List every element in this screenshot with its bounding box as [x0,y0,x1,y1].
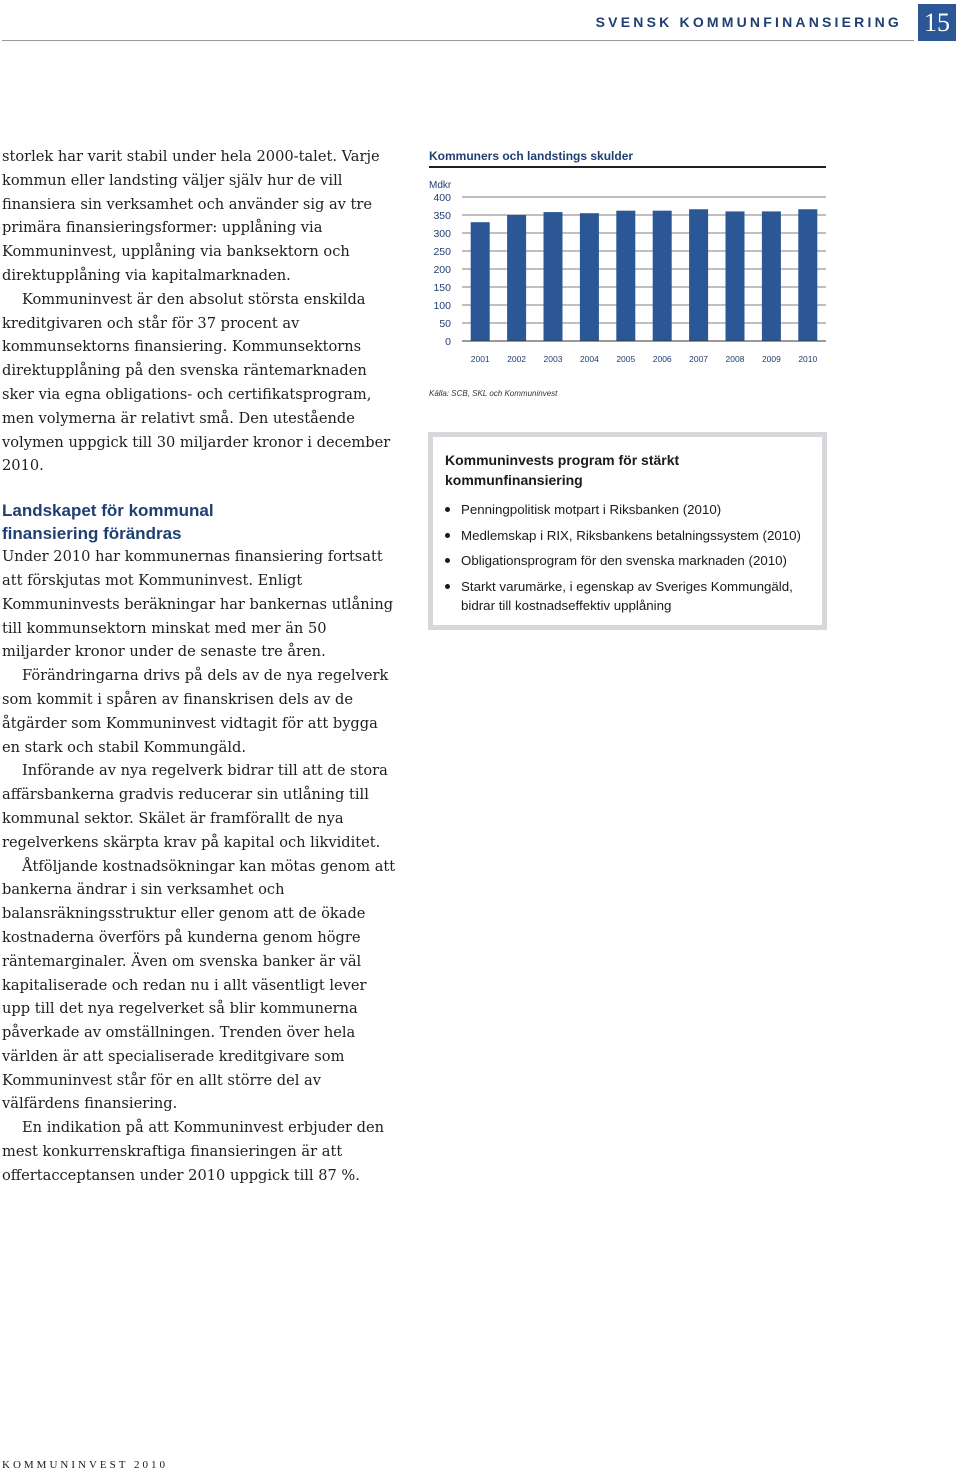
chart-title: Kommuners och landstings skulder [429,149,634,163]
y-tick-label: 50 [439,318,451,330]
y-tick-label: 300 [433,228,451,240]
x-tick-label: 2010 [798,354,818,364]
bullet-icon [445,507,450,512]
y-tick-label: 250 [433,246,451,258]
y-tick-label: 200 [433,264,451,276]
bar-2008 [726,211,745,341]
paragraph-4: Förändringarna drivs på dels av de nya regelverk som kommit i spåren av finanskrisen dels av de åtgärder som Kommuninvest vidtagit för att bygga en stark och stabil Kommungäld. [2,667,389,756]
page-number: 15 [918,4,956,41]
program-list-item-text: Medlemskap i RIX, Riksbankens betalningssystem (2010) [461,527,801,543]
x-tick-label: 2005 [616,354,636,364]
program-box [428,432,827,630]
x-tick-label: 2006 [652,354,672,364]
y-tick-label: 400 [433,192,451,204]
program-list-item [445,551,825,571]
paragraph-3: Under 2010 har kommunernas finansiering fortsatt att förskjutas mot Kommuninvest. Enligt Kommuninvests beräkningar har bankernas utlåning till kommunsektorn minskat med mer än 50 miljarder kronor under de senaste tre åren. [2,548,394,661]
x-tick-label: 2004 [579,354,599,364]
program-box-title: Kommuninvests program för stärkt kommunfinansiering [445,452,680,488]
x-tick-label: 2003 [543,354,563,364]
section-heading: Landskapet för kommunal finansiering förändras [2,501,214,544]
program-list-item [445,577,825,616]
x-tick-label: 2008 [725,354,745,364]
footer-publication: KOMMUNINVEST 2010 [2,1459,168,1471]
paragraph-6: Åtföljande kostnadsökningar kan mötas genom att bankerna ändrar i sin verksamhet och balansräkningsstruktur eller genom att de ökade kostnaderna överförs på kunderna genom högre räntemarginaler. Även om svenska banker är väl kapitaliserade och redan nu i allt väsentligt lever upp till det nya regelverket så blir kommunerna påverkade av omställningen. Trenden över hela världen är att specialiserade kreditgivare som Kommuninvest står för en allt större del av välfärdens finansiering. [2,857,396,1113]
debt-bar-chart [0,0,960,400]
program-list-item [445,500,825,520]
bar-2002 [507,215,526,341]
bar-2001 [471,222,490,341]
x-tick-label: 2002 [507,354,527,364]
y-tick-label: 350 [433,210,451,222]
y-tick-label: 100 [433,300,451,312]
paragraph-7: En indikation på att Kommuninvest erbjuder den mest konkurrenskraftiga finansieringen är att offertacceptansen under 2010 uppgick till 87 %. [2,1119,384,1184]
x-tick-label: 2009 [761,354,781,364]
bar-2010 [798,209,817,341]
paragraph-1: storlek har varit stabil under hela 2000-talet. Varje kommun eller landsting väljer själv hur de vill finansiera sin verksamhet och använder sig av tre primära finansieringsformer: upplåning via Kommuninvest, upplåning via banksektorn och direktupplåning via kapitalmarknaden. [2,148,380,284]
bullet-icon [445,584,450,589]
bar-2006 [653,211,672,341]
bar-2003 [544,212,563,341]
bullet-icon [445,533,450,538]
bar-2009 [762,211,781,341]
paragraph-2: Kommuninvest är den absolut största enskilda kreditgivaren och står för 37 procent av kommunsektorns finansiering. Kommunsektorns direktupplåning på den svenska räntemarknaden sker via egna obligations- och certifikatsprogram, men volymerna är relativt små. Den utestående volymen uppgick till 30 miljarder kronor i december 2010. [2,290,391,475]
y-tick-label: 150 [433,282,451,294]
bar-2005 [616,211,635,341]
x-tick-label: 2007 [689,354,709,364]
paragraph-5: Införande av nya regelverk bidrar till att de stora affärsbankerna gradvis reducerar sin utlåning till kommunal sektor. Skälet är framförallt de nya regelverkens skärpta krav på kapital och likviditet. [2,762,388,851]
running-header-title: SVENSK KOMMUNFINANSIERING [595,14,902,30]
y-axis-unit-label: Mdkr [429,180,452,191]
bar-2007 [689,209,708,341]
program-list [445,500,825,622]
x-tick-label: 2001 [470,354,490,364]
bar-2004 [580,213,599,341]
y-tick-label: 0 [445,336,451,348]
program-list-item-text: Starkt varumärke, i egenskap av Sveriges Kommungäld, bidrar till kostnadseffektiv upplåning [461,578,793,613]
program-list-item [445,526,825,546]
chart-source: Källa: SCB, SKL och Kommuninvest [429,389,558,398]
program-list-item-text: Obligationsprogram för den svenska marknaden (2010) [461,553,787,568]
program-list-item-text: Penningpolitisk motpart i Riksbanken (2010) [461,502,722,517]
bullet-icon [445,558,450,563]
